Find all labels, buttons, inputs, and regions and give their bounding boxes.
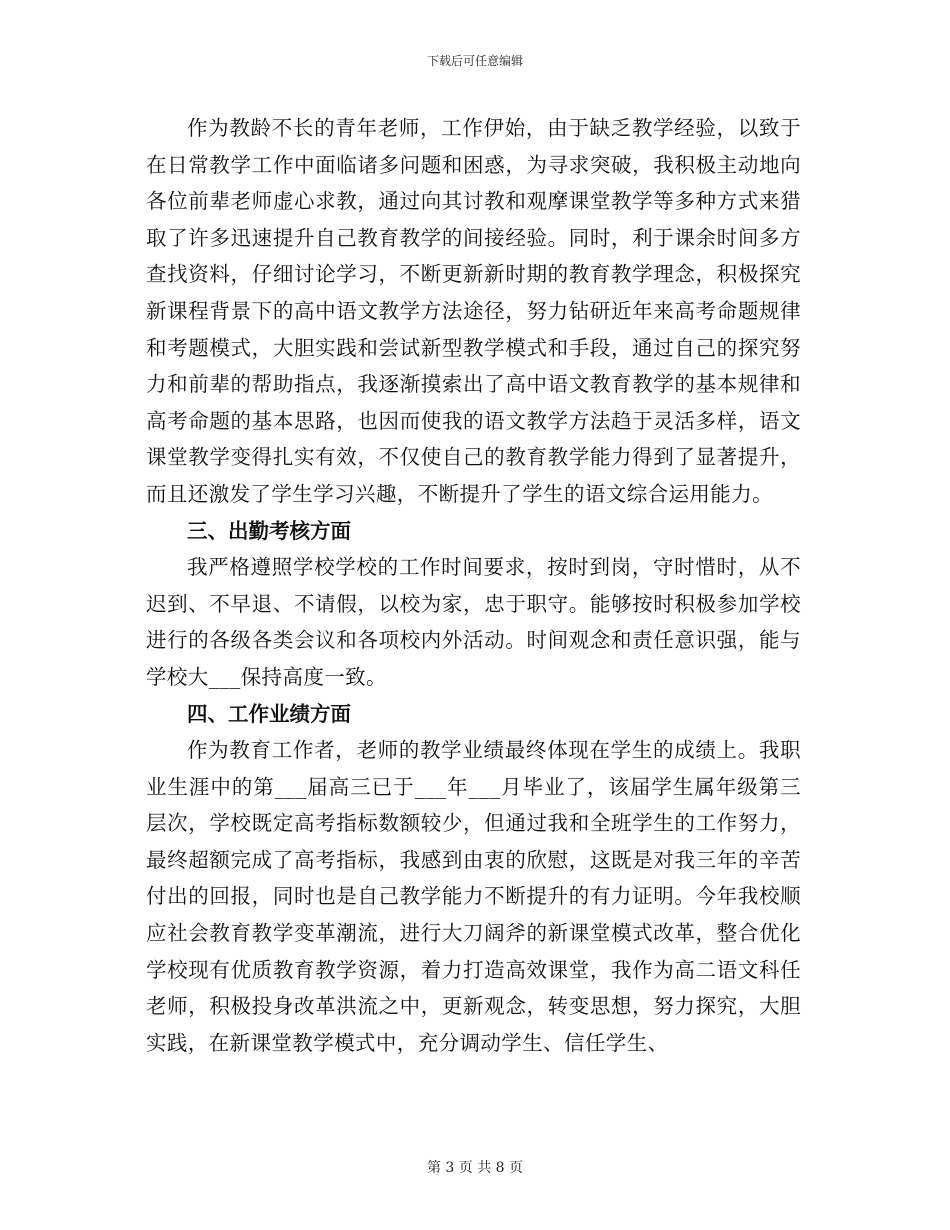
- paragraph-performance: 作为教育工作者，老师的教学业绩最终体现在学生的成绩上。我职业生涯中的第___届高三已于___年___月毕业了，该届学生属年级第三层次，学校既定高考指标数额较少，但通过我和全班学生的工作努力，最终超额完成了高考指标，我感到由衷的欣慰，这既是对我三年的辛苦付出的回报，同时也是自己教学能力不断提升的有力证明。今年我校顺应社会教育教学变革潮流，进行大刀阔斧的新课堂模式改革，整合优化学校现有优质教育教学资源，着力打造高效课堂，我作为高二语文科任老师，积极投身改革洪流之中，更新观念，转变思想，努力探究，大胆实践，在新课堂教学模式中，充分调动学生、信任学生、: [146, 738, 801, 1055]
- section-heading-attendance: 三、出勤考核方面: [187, 518, 351, 543]
- page-header: 下载后可任意编辑: [426, 54, 523, 68]
- paragraph-teaching-experience: 作为教龄不长的青年老师，工作伊始，由于缺乏教学经验，以致于在日常教学工作中面临诸多问题和困惑，为寻求突破，我积极主动地向各位前辈老师虚心求教，通过向其讨教和观摩课堂教学等多种方式来猎取了许多迅速提升自己教育教学的间接经验。同时，利于课余时间多方查找资料，仔细讨论学习，不断更新新时期的教育教学理念，积极探究新课程背景下的高中语文教学方法途径，努力钻研近年来高考命题规律和考题模式，大胆实践和尝试新型教学模式和手段，通过自己的探究努力和前辈的帮助指点，我逐渐摸索出了高中语文教育教学的基本规律和高考命题的基本思路，也因而使我的语文教学方法趋于灵活多样，语文课堂教学变得扎实有效，不仅使自己的教育教学能力得到了显著提升，而且还激发了学生学习兴趣，不断提升了学生的语文综合运用能力。: [146, 116, 801, 506]
- document-body: [146, 110, 801, 1061]
- page-footer: 第 3 页 共 8 页: [426, 1160, 524, 1176]
- section-heading-performance: 四、工作业绩方面: [187, 701, 351, 726]
- paragraph-attendance: 我严格遵照学校学校的工作时间要求，按时到岗，守时惜时，从不迟到、不早退、不请假，以校为家，忠于职守。能够按时积极参加学校进行的各级各类会议和各项校内外活动。时间观念和责任意识强，能与学校大___保持高度一致。: [146, 555, 801, 689]
